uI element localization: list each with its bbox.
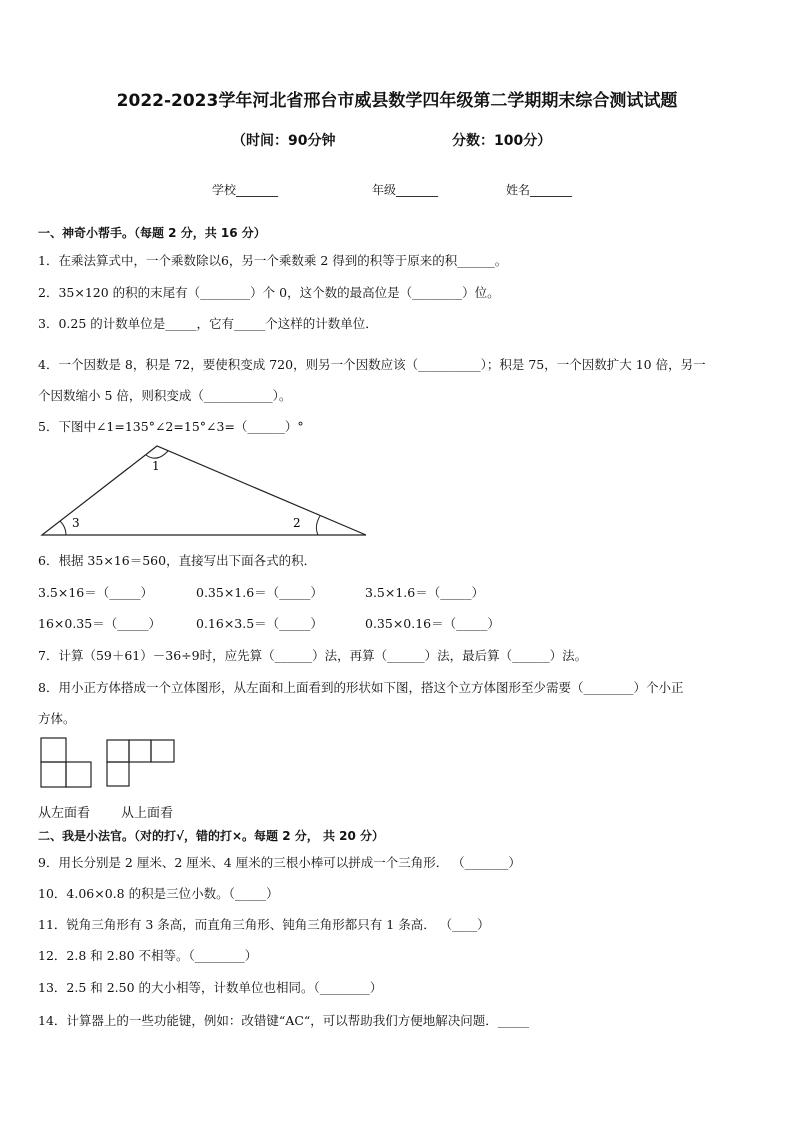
top-view-grid: [107, 740, 174, 786]
page-title: 2022-2023学年河北省邢台市威县数学四年级第二学期期末综合测试试题: [116, 91, 678, 111]
angle-1-label: 1: [152, 459, 160, 473]
q6-item-6: 0.35×0.16＝（_____）: [365, 616, 500, 631]
question-4-line-2: 个因数缩小 5 倍，则积变成（___________）。: [38, 388, 292, 403]
question-10: 10．4.06×0.8 的积是三位小数。（_____）: [38, 886, 279, 901]
question-8-line-1: 8．用小正方体搭成一个立体图形，从左面和上面看到的形状如下图，搭这个立方体图形至少需要（________）个小正: [38, 680, 684, 695]
score-info: 分数：100分）: [452, 133, 552, 149]
question-4-line-1: 4．一个因数是 8，积是 72，要使积变成 720，则另一个因数应该（__________）；积是 75，一个因数扩大 10 倍，另一: [38, 357, 706, 372]
question-3: 3．0.25 的计数单位是_____，它有_____个这样的计数单位．: [38, 316, 378, 331]
school-field: 学校_______: [212, 183, 279, 197]
grade-field: 年级_______: [372, 183, 439, 197]
left-view-grid: [41, 738, 91, 787]
angle-2-label: 2: [293, 516, 301, 530]
question-9: 9．用长分别是 2 厘米、2 厘米、4 厘米的三根小棒可以拼成一个三角形． （_______）: [38, 855, 521, 870]
question-8-line-2: 方体。: [38, 711, 76, 726]
angle-3-label: 3: [72, 516, 80, 530]
q6-item-5: 0.16×3.5＝（_____）: [196, 616, 323, 631]
question-1: 1．在乘法算式中，一个乘数除以6，另一个乘数乘 2 得到的积等于原来的积______。: [38, 253, 508, 268]
name-field: 姓名_______: [506, 183, 573, 197]
question-11: 11．锐角三角形有 3 条高，而直角三角形、钝角三角形都只有 1 条高． （____）: [38, 917, 490, 932]
q6-item-3: 3.5×1.6＝（_____）: [365, 585, 484, 600]
question-2: 2．35×120 的积的末尾有（________）个 0，这个数的最高位是（________）位。: [38, 285, 500, 300]
question-13: 13．2.5 和 2.50 的大小相等，计数单位也相同。（________）: [38, 980, 383, 995]
q6-item-2: 0.35×1.6＝（_____）: [196, 585, 323, 600]
top-view-caption: 从上面看: [121, 806, 174, 821]
q6-item-4: 16×0.35＝（_____）: [38, 616, 161, 631]
question-12: 12．2.8 和 2.80 不相等。（________）: [38, 948, 258, 963]
q6-item-1: 3.5×16＝（_____）: [38, 585, 154, 600]
time-info: （时间：90分钟: [232, 133, 336, 149]
question-7: 7．计算（59＋61）－36÷9时，应先算（______）法，再算（______）法，最后算（______）法。: [38, 648, 588, 663]
question-6: 6．根据 35×16＝560，直接写出下面各式的积．: [38, 553, 317, 568]
section-1-heading: 一、神奇小帮手。（每题 2 分，共 16 分）: [38, 226, 266, 240]
section-2-heading: 二、我是小法官。（对的打√，错的打×。每题 2 分， 共 20 分）: [38, 829, 384, 843]
question-14: 14．计算器上的一些功能键，例如：改错键“AC“，可以帮助我们方便地解决问题．_____: [38, 1013, 530, 1028]
question-5: 5．下图中∠1=135°∠2=15°∠3=（______）°: [38, 419, 304, 434]
left-view-caption: 从左面看: [38, 806, 91, 821]
